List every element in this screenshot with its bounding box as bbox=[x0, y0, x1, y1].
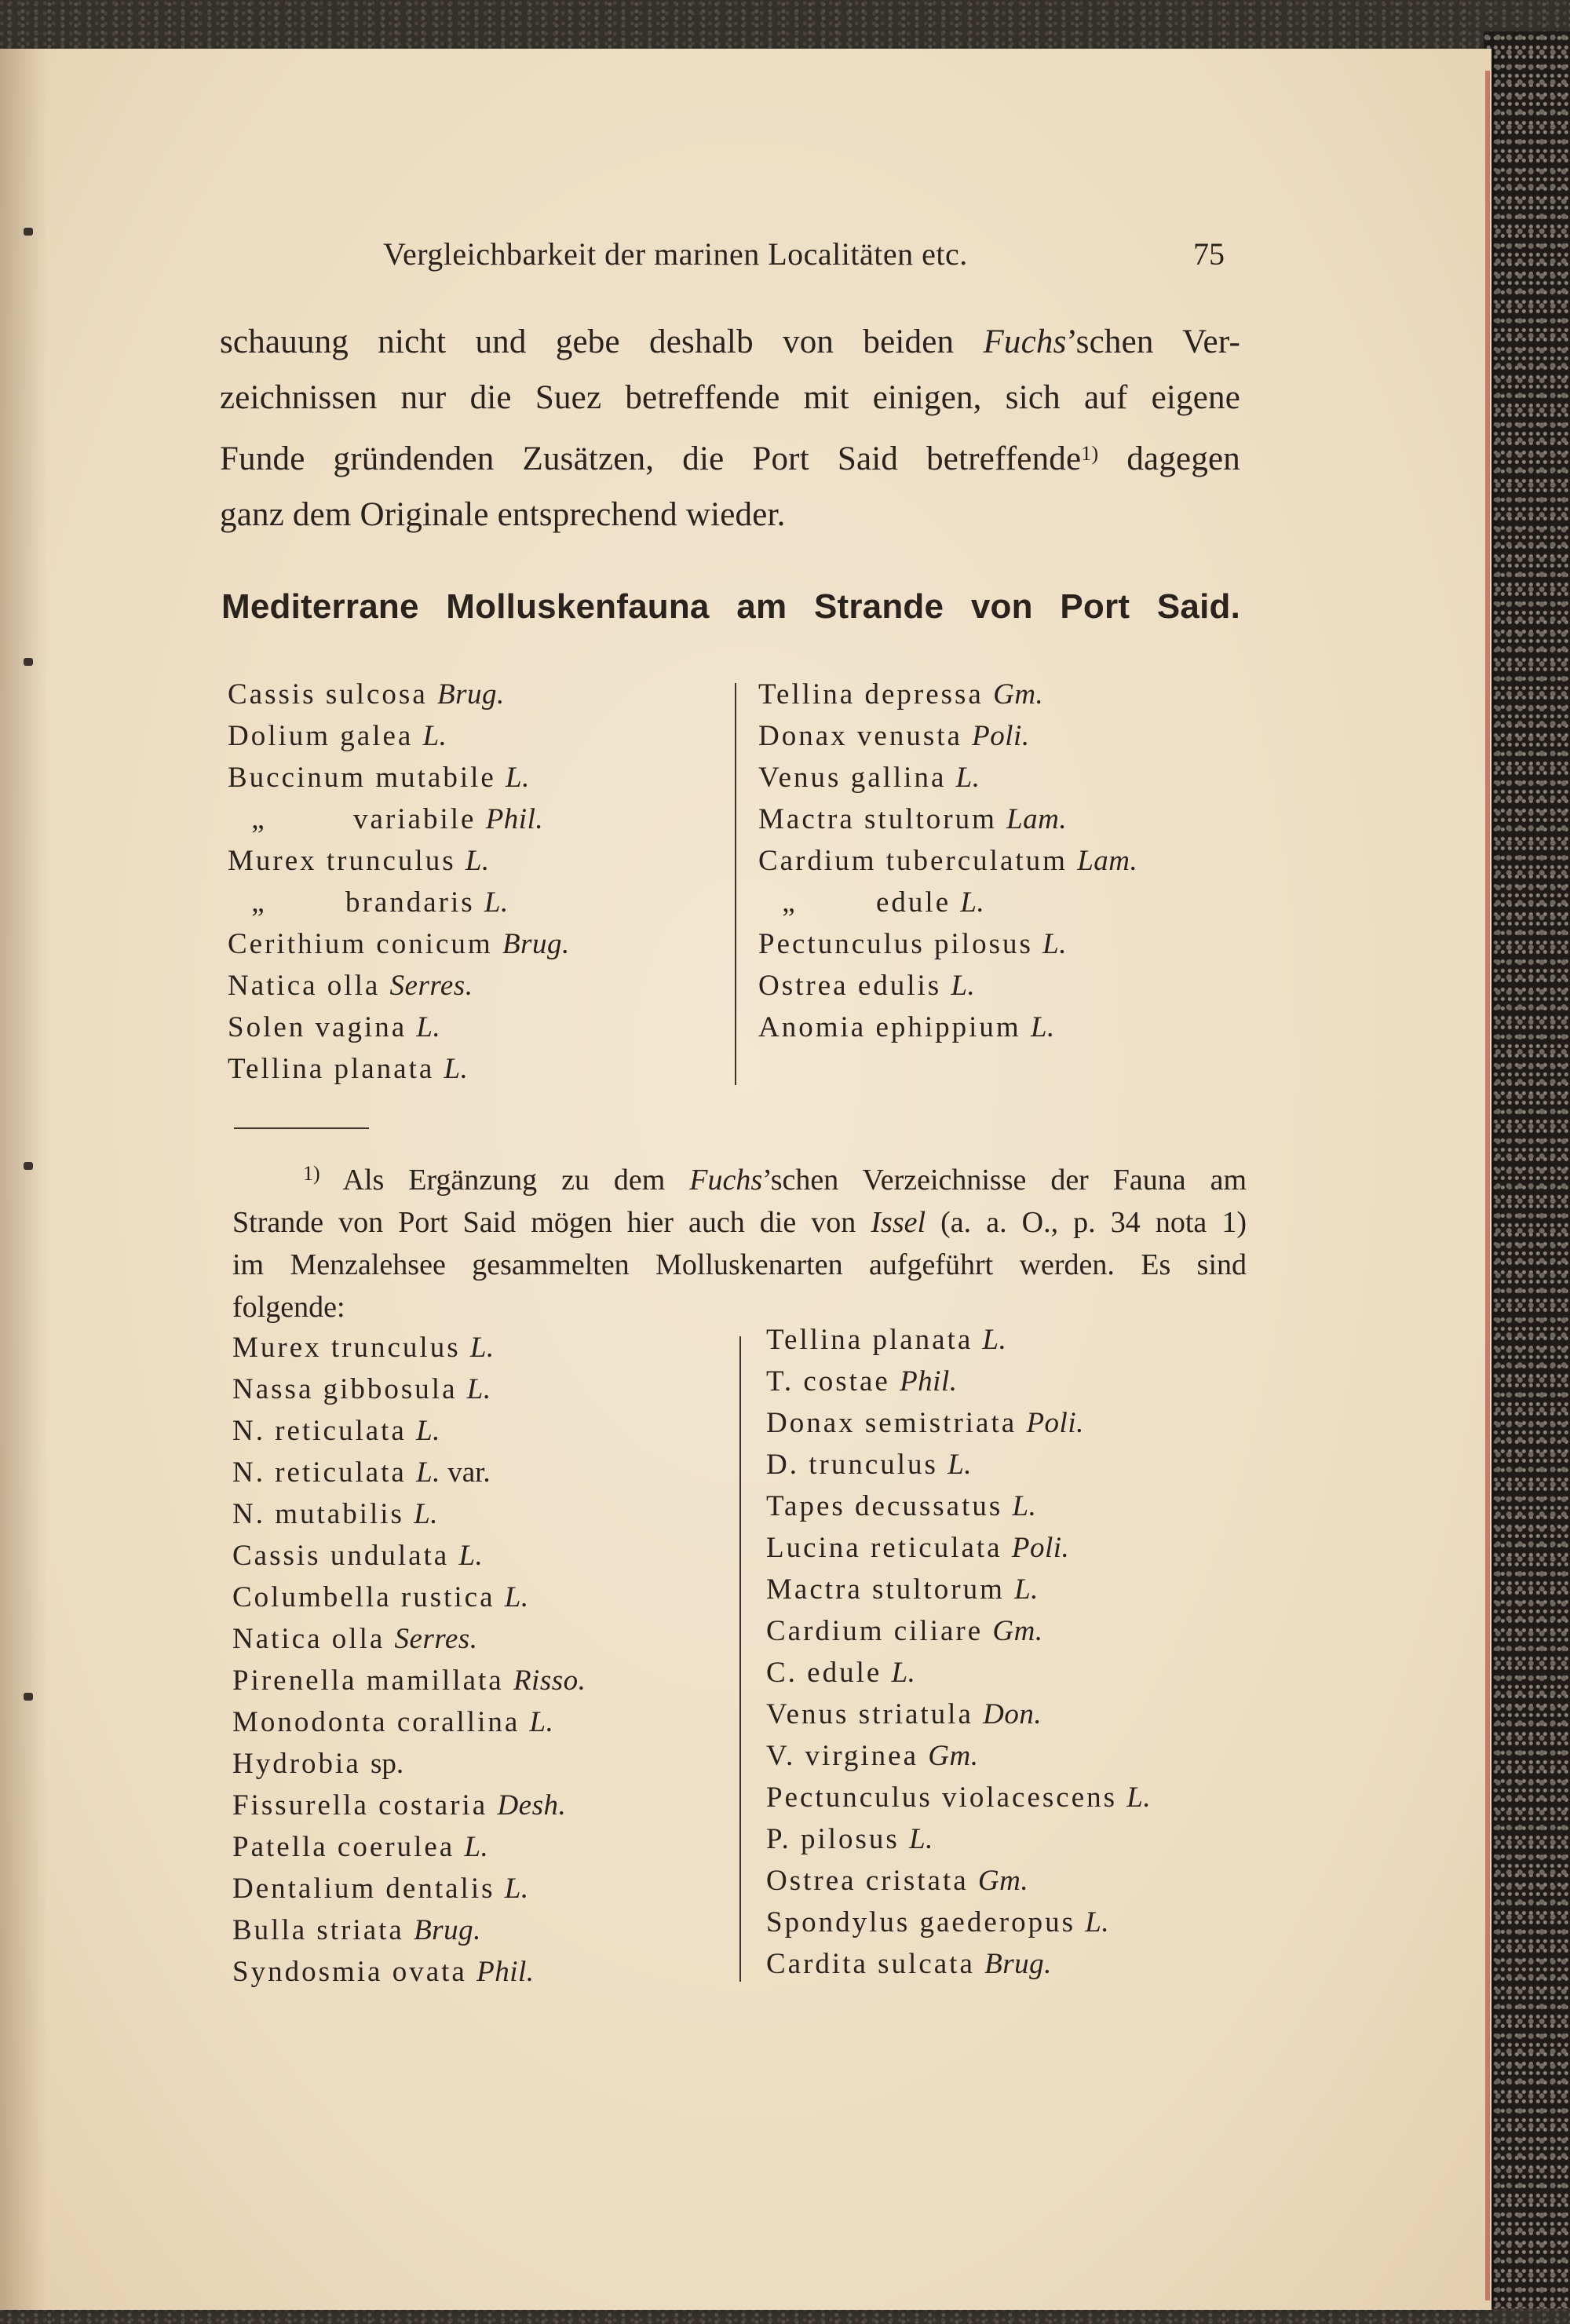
species-name: edule bbox=[876, 886, 961, 919]
species-author: Poli. bbox=[972, 720, 1030, 752]
species-author: L. bbox=[416, 1415, 440, 1447]
footnote-line-4: folgende: bbox=[232, 1291, 345, 1324]
species-name: Natica olla bbox=[232, 1623, 395, 1655]
footnote-rule bbox=[234, 1127, 369, 1129]
species-entry bbox=[766, 1777, 1151, 1818]
species-name: Solen vagina bbox=[228, 1011, 417, 1043]
footnote bbox=[232, 1153, 1247, 1328]
species-author: Desh. bbox=[497, 1789, 567, 1822]
species-author: L. bbox=[464, 1831, 489, 1863]
species-author: L. bbox=[947, 1449, 973, 1481]
species-entry bbox=[232, 1909, 586, 1951]
species-author: Brug. bbox=[437, 678, 505, 711]
species-author: L. bbox=[1085, 1906, 1110, 1938]
species-entry bbox=[232, 1951, 586, 1993]
species-name: Dolium galea bbox=[228, 720, 423, 752]
species-name: Cassis sulcosa bbox=[228, 678, 437, 711]
species-name: Pirenella mamillata bbox=[232, 1664, 513, 1697]
species-entry bbox=[232, 1785, 586, 1826]
species-author: Don. bbox=[983, 1698, 1042, 1730]
species-name: Tellina depressa bbox=[758, 678, 994, 711]
species-name: variabile bbox=[353, 803, 486, 835]
species-entry bbox=[758, 923, 1137, 965]
species-entry bbox=[232, 1868, 586, 1909]
ditto-mark: „ bbox=[251, 886, 267, 919]
species-author: Phil. bbox=[900, 1365, 958, 1398]
species-name: C. edule bbox=[766, 1657, 892, 1689]
species-author: L. bbox=[506, 762, 530, 794]
species-entry bbox=[232, 1577, 586, 1618]
section-title: Mediterrane Molluskenfauna am Strande von Port Said. bbox=[221, 587, 1240, 626]
species-entry bbox=[228, 840, 570, 882]
species-name: Tellina planata bbox=[766, 1324, 983, 1356]
footnote-list-right bbox=[766, 1319, 1151, 1985]
species-name: D. trunculus bbox=[766, 1449, 948, 1481]
species-entry bbox=[232, 1452, 586, 1493]
species-entry bbox=[232, 1493, 586, 1535]
species-name: Columbella rustica bbox=[232, 1581, 505, 1613]
species-author: L. bbox=[909, 1823, 933, 1855]
species-author: L. bbox=[466, 1373, 491, 1405]
binding-mark bbox=[24, 658, 33, 666]
species-entry bbox=[228, 674, 570, 715]
species-entry bbox=[232, 1535, 586, 1577]
species-name: Ostrea cristata bbox=[766, 1865, 978, 1897]
species-entry bbox=[758, 674, 1137, 715]
footnote-line-3: im Menzalehsee gesammelten Molluskenarten aufgeführt werden. Es sind bbox=[232, 1248, 1247, 1281]
species-name: Lucina reticulata bbox=[766, 1532, 1012, 1564]
species-entry bbox=[228, 965, 570, 1007]
footnote-line-2: Strande von Port Said mögen hier auch die von Issel (a. a. O., p. 34 nota 1) bbox=[232, 1206, 1247, 1239]
species-author: Serres. bbox=[394, 1623, 478, 1655]
species-entry bbox=[758, 757, 1137, 798]
species-name: Mactra stultorum bbox=[766, 1573, 1015, 1606]
species-name: Fissurella costaria bbox=[232, 1789, 498, 1822]
species-name: Cassis undulata bbox=[232, 1540, 459, 1572]
species-entry bbox=[228, 715, 570, 757]
species-entry bbox=[766, 1902, 1151, 1943]
species-entry bbox=[766, 1361, 1151, 1402]
species-entry bbox=[766, 1402, 1151, 1444]
species-name: Cerithium conicum bbox=[228, 928, 502, 960]
species-entry bbox=[232, 1660, 586, 1701]
species-author: L. bbox=[504, 1873, 529, 1905]
species-name: P. pilosus bbox=[766, 1823, 910, 1855]
species-author: L. bbox=[416, 1011, 441, 1043]
species-name: V. virginea bbox=[766, 1740, 929, 1772]
species-author: L. bbox=[469, 1332, 495, 1364]
species-author: L. bbox=[422, 720, 447, 752]
species-author: L. bbox=[529, 1706, 554, 1738]
column-divider bbox=[735, 683, 736, 1085]
species-entry bbox=[758, 715, 1137, 757]
species-name: Venus gallina bbox=[758, 762, 956, 794]
author-issel: Issel bbox=[871, 1206, 926, 1239]
binding-mark bbox=[24, 1693, 33, 1701]
species-author: Gm. bbox=[993, 678, 1044, 711]
species-entry bbox=[228, 1007, 570, 1048]
species-author: Phil. bbox=[485, 803, 544, 835]
species-name: Cardita sulcata bbox=[766, 1948, 985, 1980]
species-entry bbox=[766, 1694, 1151, 1735]
species-author: Brug. bbox=[502, 928, 570, 960]
species-author: L. bbox=[955, 762, 980, 794]
species-author: L. bbox=[484, 886, 509, 919]
species-author: L. bbox=[458, 1540, 484, 1572]
species-entry bbox=[766, 1735, 1151, 1777]
species-name: Pectunculus violacescens bbox=[766, 1781, 1127, 1814]
gutter-shadow bbox=[0, 49, 47, 2310]
author-fuchs: Fuchs bbox=[689, 1164, 763, 1197]
species-name: Dentalium dentalis bbox=[232, 1873, 505, 1905]
species-author: Brug. bbox=[414, 1914, 481, 1946]
page-number: 75 bbox=[1193, 236, 1225, 272]
species-entry bbox=[766, 1943, 1151, 1985]
species-author: Gm. bbox=[928, 1740, 979, 1772]
footnote-list-left bbox=[232, 1327, 586, 1993]
species-entry bbox=[766, 1485, 1151, 1527]
binding-mark bbox=[24, 1162, 33, 1170]
species-entry bbox=[766, 1569, 1151, 1610]
species-author: L. bbox=[1014, 1573, 1039, 1606]
species-name: N. reticulata bbox=[232, 1415, 417, 1447]
species-entry bbox=[766, 1610, 1151, 1652]
intro-line-4: ganz dem Originale entsprechend wieder. bbox=[220, 496, 786, 533]
intro-line-2: zeichnissen nur die Suez betreffende mit einigen, sich auf eigene bbox=[220, 379, 1240, 416]
species-entry bbox=[232, 1701, 586, 1743]
species-list-right bbox=[758, 674, 1137, 1048]
species-name: Donax semistriata bbox=[766, 1407, 1027, 1439]
species-author: Lam. bbox=[1077, 845, 1138, 877]
species-name: Donax venusta bbox=[758, 720, 973, 752]
species-name: Pectunculus pilosus bbox=[758, 928, 1043, 960]
species-entry bbox=[228, 757, 570, 798]
species-entry bbox=[758, 1007, 1137, 1048]
species-name: Syndosmia ovata bbox=[232, 1956, 477, 1988]
footnote-marker: 1) bbox=[1081, 442, 1099, 465]
author-fuchs: Fuchs bbox=[983, 323, 1067, 360]
species-author: L. bbox=[951, 970, 976, 1002]
species-entry bbox=[232, 1743, 586, 1785]
binding-mark bbox=[24, 228, 33, 236]
species-name: Murex trunculus bbox=[232, 1332, 470, 1364]
species-name: Mactra stultorum bbox=[758, 803, 1007, 835]
ditto-mark: „ bbox=[251, 803, 267, 835]
species-entry bbox=[766, 1527, 1151, 1569]
species-author: Poli. bbox=[1026, 1407, 1084, 1439]
footnote-line-1: $^{1)}$ Als Ergänzung zu dem Fuchs’schen Verzeichnisse der Fauna am bbox=[303, 1162, 1247, 1197]
page-edge-red bbox=[1485, 71, 1490, 2300]
species-name: N. mutabilis bbox=[232, 1498, 414, 1530]
species-entry bbox=[228, 923, 570, 965]
species-entry bbox=[766, 1652, 1151, 1694]
species-author: L. bbox=[504, 1581, 529, 1613]
marbled-edge bbox=[1484, 31, 1570, 2308]
species-entry bbox=[766, 1319, 1151, 1361]
species-name: N. reticulata bbox=[232, 1456, 417, 1489]
ditto-mark: „ bbox=[782, 886, 798, 919]
species-entry bbox=[766, 1860, 1151, 1902]
species-entry bbox=[232, 1826, 586, 1868]
species-name: Cardium ciliare bbox=[766, 1615, 993, 1647]
species-name: Bulla striata bbox=[232, 1914, 414, 1946]
intro-paragraph bbox=[220, 314, 1240, 543]
intro-line-3: Funde gründenden Zusätzen, die Port Said betreffende$^{1)}$ dagegen bbox=[220, 440, 1240, 477]
species-name: Tellina planata bbox=[228, 1053, 444, 1085]
species-author: L. bbox=[982, 1324, 1007, 1356]
species-qualifier: var. bbox=[440, 1456, 491, 1489]
species-entry bbox=[228, 798, 570, 840]
species-name: Cardium tuberculatum bbox=[758, 845, 1078, 877]
species-name: Anomia ephippium bbox=[758, 1011, 1031, 1043]
intro-line-1: schauung nicht und gebe deshalb von beiden Fuchs’schen Ver- bbox=[220, 323, 1240, 360]
species-entry bbox=[232, 1410, 586, 1452]
species-author: Brug. bbox=[984, 1948, 1052, 1980]
species-name: Nassa gibbosula bbox=[232, 1373, 467, 1405]
species-entry bbox=[228, 1048, 570, 1090]
species-author: Lam. bbox=[1006, 803, 1068, 835]
species-name: Hydrobia bbox=[232, 1748, 371, 1780]
species-author: L. bbox=[416, 1456, 440, 1489]
species-name: Patella coerulea bbox=[232, 1831, 465, 1863]
species-name: Spondylus gaederopus bbox=[766, 1906, 1086, 1938]
column-divider bbox=[739, 1336, 741, 1982]
species-author: L. bbox=[960, 886, 985, 919]
species-author: Phil. bbox=[476, 1956, 535, 1988]
species-name: Buccinum mutabile bbox=[228, 762, 506, 794]
species-name: Monodonta corallina bbox=[232, 1706, 530, 1738]
species-author: L. bbox=[891, 1657, 916, 1689]
species-author: Gm. bbox=[992, 1615, 1043, 1647]
species-author: L. bbox=[465, 845, 490, 877]
species-name: Tapes decussatus bbox=[766, 1490, 1013, 1522]
species-author: L. bbox=[1042, 928, 1067, 960]
species-entry bbox=[228, 882, 570, 923]
species-name: Murex trunculus bbox=[228, 845, 466, 877]
species-entry bbox=[232, 1327, 586, 1368]
species-entry bbox=[758, 840, 1137, 882]
species-author: Poli. bbox=[1011, 1532, 1070, 1564]
species-entry bbox=[766, 1444, 1151, 1485]
species-entry bbox=[758, 965, 1137, 1007]
species-name: brandaris bbox=[345, 886, 484, 919]
species-author: L. bbox=[414, 1498, 439, 1530]
species-name: Venus striatula bbox=[766, 1698, 984, 1730]
species-qualifier: sp. bbox=[371, 1748, 404, 1780]
species-entry bbox=[758, 882, 1137, 923]
species-entry bbox=[766, 1818, 1151, 1860]
species-name: T. costae bbox=[766, 1365, 900, 1398]
species-entry bbox=[758, 798, 1137, 840]
species-name: Ostrea edulis bbox=[758, 970, 951, 1002]
species-author: L. bbox=[1126, 1781, 1152, 1814]
species-author: L. bbox=[1030, 1011, 1055, 1043]
footnote-marker: 1) bbox=[303, 1162, 320, 1185]
species-entry bbox=[232, 1368, 586, 1410]
species-author: L. bbox=[1012, 1490, 1037, 1522]
species-entry bbox=[232, 1618, 586, 1660]
species-author: L. bbox=[444, 1053, 469, 1085]
species-list-left bbox=[228, 674, 570, 1090]
species-author: Gm. bbox=[977, 1865, 1029, 1897]
running-header: Vergleichbarkeit der marinen Localitäten etc. bbox=[383, 236, 968, 272]
species-name: Natica olla bbox=[228, 970, 390, 1002]
species-author: Serres. bbox=[389, 970, 473, 1002]
species-author: Risso. bbox=[513, 1664, 586, 1697]
